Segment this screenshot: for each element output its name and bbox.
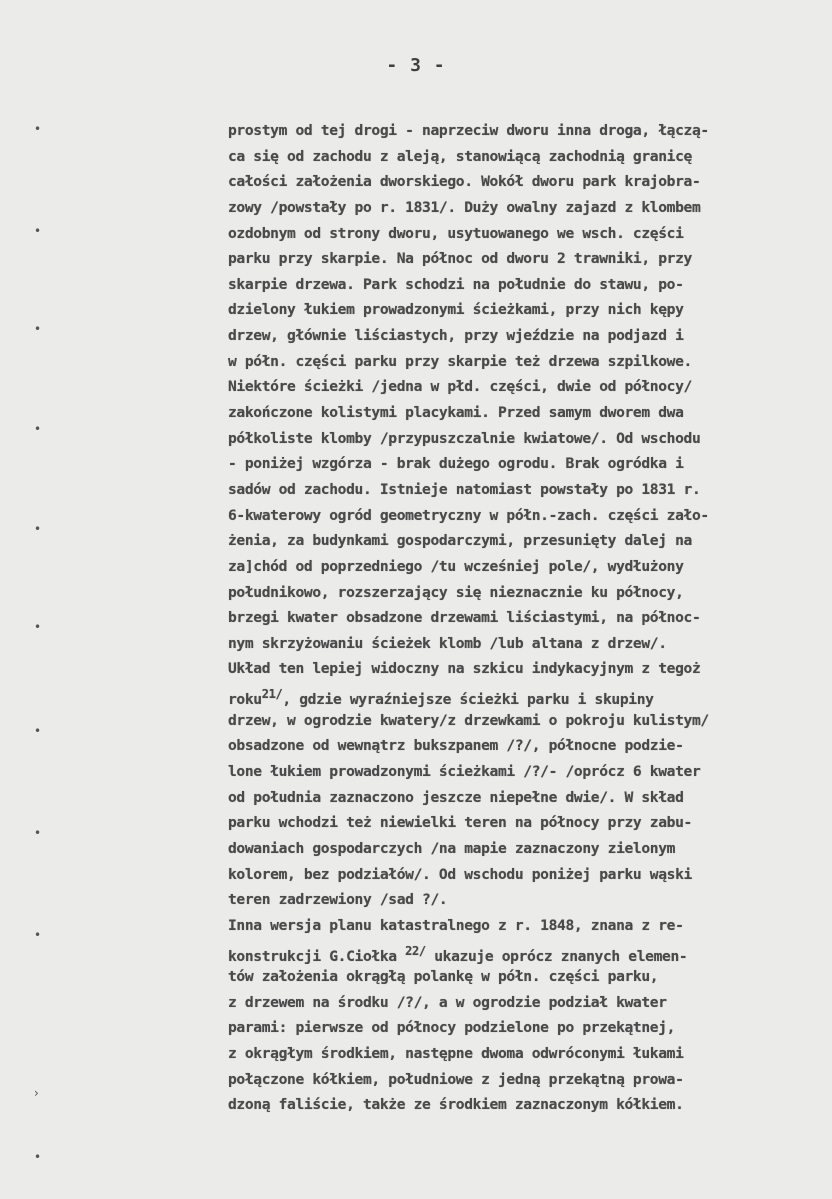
document-body xyxy=(228,118,813,1118)
text-line: żenia, za budynkami gospodarczymi, przesunięty dalej na xyxy=(228,532,692,550)
text-line: teren zadrzewiony /sad ?/. xyxy=(228,891,448,909)
footnote-marker: 21/ xyxy=(261,687,283,702)
margin-speck: • xyxy=(34,122,42,136)
text-line: skarpie drzewa. Park schodzi na południe do stawu, po- xyxy=(228,275,684,293)
text-line: drzew, głównie liściastych, przy wjeździe na podjazd i xyxy=(228,327,684,345)
text-line: od południa zaznaczono jeszcze niepełne dwie/. W skład xyxy=(228,788,684,806)
margin-speck: • xyxy=(34,826,42,840)
text-line: dzielony łukiem prowadzonymi ścieżkami, przy nich kępy xyxy=(228,301,684,319)
page-number: - 3 - xyxy=(386,55,446,76)
text-line: dzoną faliście, także ze środkiem zaznaczonym kółkiem. xyxy=(228,1096,684,1114)
text-line: prostym od tej drogi - naprzeciw dworu inna droga, łączą- xyxy=(228,122,709,139)
text-line: konstrukcji G.Ciołka $^{22/}$ ukazuje oprócz znanych elemen- xyxy=(228,943,688,965)
text-line: połączone kółkiem, południowe z jedną przekątną prowa- xyxy=(228,1070,684,1088)
text-line: parami: pierwsze od północy podzielone po przekątnej, xyxy=(228,1019,676,1037)
text-line: za]chód od poprzedniego /tu wcześniej pole/, wydłużony xyxy=(228,557,684,575)
text-line: tów założenia okrągłą polankę w półn. części parku, xyxy=(228,968,659,986)
margin-speck: › xyxy=(34,1086,39,1100)
text-line: w półn. części parku przy skarpie też drzewa szpilkowe. xyxy=(228,352,692,370)
text-line: brzegi kwater obsadzone drzewami liściastymi, na północ- xyxy=(228,609,701,627)
margin-speck: • xyxy=(34,224,42,238)
margin-speck: • xyxy=(34,724,42,738)
margin-speck: • xyxy=(34,322,42,336)
text-line: parku wchodzi też niewielki teren na północy przy zabu- xyxy=(228,814,692,832)
text-line: Inna wersja planu katastralnego z r. 1848, znana z re- xyxy=(228,916,684,934)
margin-speck: • xyxy=(34,1150,42,1164)
text-line: dowaniach gospodarczych /na mapie zaznaczony zielonym xyxy=(228,839,676,857)
text-line: nym skrzyżowaniu ścieżek klomb /lub altana z drzew/. xyxy=(228,634,667,652)
margin-speck: • xyxy=(34,928,42,942)
margin-speck: • xyxy=(34,422,42,436)
text-line: z drzewem na środku /?/, a w ogrodzie podział kwater xyxy=(228,993,667,1011)
text-line: ozdobnym od strony dworu, usytuowanego we wsch. części xyxy=(228,224,684,242)
text-line: całości założenia dworskiego. Wokół dworu park krajobra- xyxy=(228,173,701,191)
text-line: południkowo, rozszerzający się nieznacznie ku północy, xyxy=(228,583,684,601)
text-line: ca się od zachodu z aleją, stanowiącą zachodnią granicę xyxy=(228,147,692,165)
text-line: parku przy skarpie. Na północ od dworu 2 trawniki, przy xyxy=(228,250,692,268)
text-line: z okrągłym środkiem, następne dwoma odwróconymi łukami xyxy=(228,1045,684,1063)
text-line: Układ ten lepiej widoczny na szkicu indykacyjnym z tegoż xyxy=(228,660,701,678)
text-line: lone łukiem prowadzonymi ścieżkami /?/- /oprócz 6 kwater xyxy=(228,763,701,781)
text-line: - poniżej wzgórza - brak dużego ogrodu. Brak ogródka i xyxy=(228,455,684,473)
margin-speck: • xyxy=(34,620,42,634)
footnote-marker: 22/ xyxy=(405,943,426,958)
margin-speck: • xyxy=(34,522,42,536)
text-line: drzew, w ogrodzie kwatery/z drzewkami o pokroju kulistym/ xyxy=(228,711,709,729)
text-line: zowy /powstały po r. 1831/. Duży owalny zajazd z klombem xyxy=(228,198,701,216)
text-line: obsadzone od wewnątrz bukszpanem /?/, północne podzie- xyxy=(228,737,684,755)
text-line: Niektóre ścieżki /jedna w płd. części, dwie od północy/ xyxy=(228,378,692,396)
text-line: kolorem, bez podziałów/. Od wschodu poniżej parku wąski xyxy=(228,865,692,883)
text-line: zakończone kolistymi placykami. Przed samym dworem dwa xyxy=(228,404,684,422)
text-line: 6-kwaterowy ogród geometryczny w półn.-zach. części zało- xyxy=(228,506,709,524)
text-line: sadów od zachodu. Istnieje natomiast powstały po 1831 r. xyxy=(228,480,701,498)
text-line: półkoliste klomby /przypuszczalnie kwiatowe/. Od wschodu xyxy=(228,429,701,447)
text-line: roku$^{21/}$, gdzie wyraźniejsze ścieżki parku i skupiny xyxy=(228,687,654,708)
